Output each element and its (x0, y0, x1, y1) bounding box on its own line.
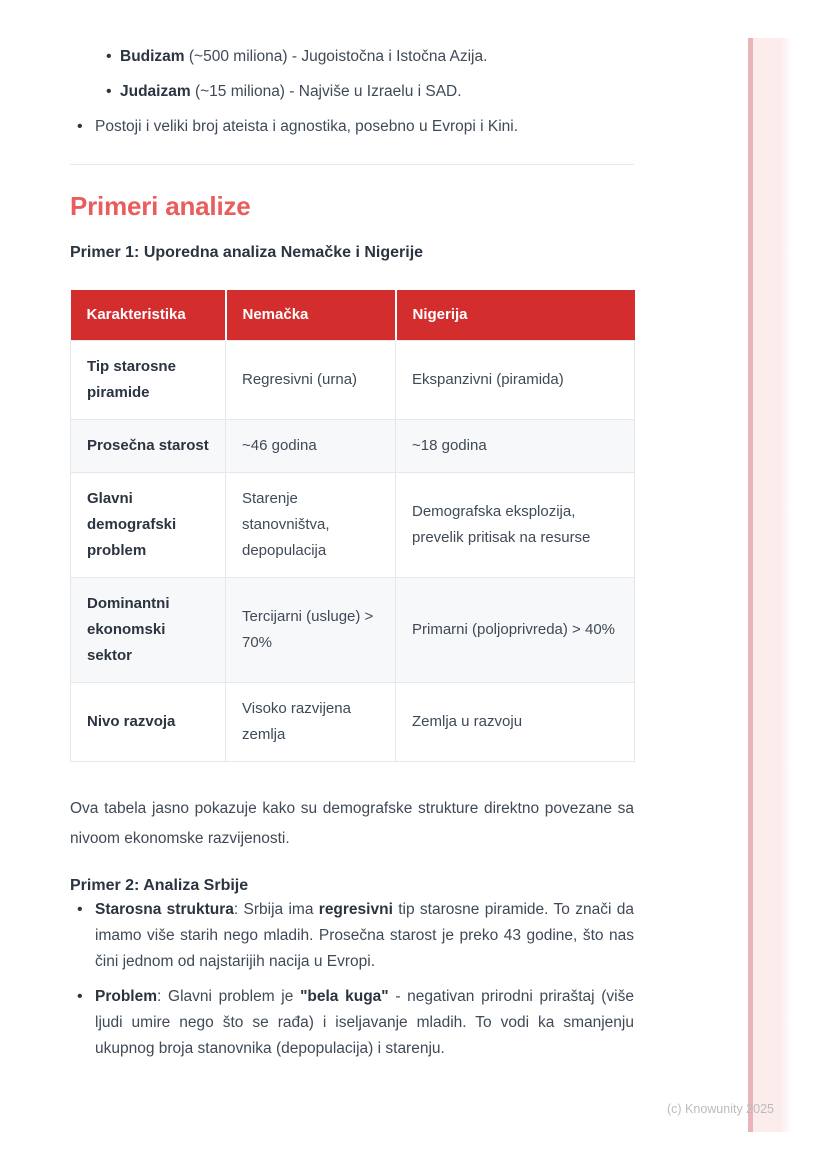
table-row (71, 683, 635, 762)
table-cell: ~46 godina (226, 420, 396, 473)
table-row (71, 420, 635, 473)
document-content (70, 0, 634, 1071)
bullet-item: • Problem: Glavni problem je "bela kuga" - negativan prirodni priraštaj (više ljudi umire nego što se rađa) i iseljavanje mladih. To vodi ka smanjenju ukupnog broja stanovnika (depopulacija) i starenju. (70, 984, 634, 1062)
table-cell: Starenje stanovništva, depopulacija (226, 473, 396, 578)
table-cell: Zemlja u razvoju (396, 683, 635, 762)
example1-title: Primer 1: Uporedna analiza Nemačke i Nigerije (70, 244, 424, 261)
table-header-cell: Nigerija (396, 290, 635, 341)
bullet-item: • Judaizam (~15 miliona) - Najviše u Izraelu i SAD. (70, 79, 634, 105)
row-label-cell: Nivo razvoja (71, 683, 226, 762)
table-cell: Ekspanzivni (piramida) (396, 341, 635, 420)
after-table-paragraph: Ova tabela jasno pokazuje kako su demografske strukture direktno povezane sa nivoom ekonomske razvijenosti. (70, 800, 634, 847)
row-label-cell: Prosečna starost (71, 420, 226, 473)
table-header-row (71, 290, 635, 341)
section-divider (70, 164, 634, 165)
table-body (71, 341, 635, 762)
table-row (71, 341, 635, 420)
bullet-item: • Budizam (~500 miliona) - Jugoistočna i Istočna Azija. (70, 44, 634, 70)
intro-nested-bullet-list (70, 44, 634, 105)
margin-accent-fill (753, 38, 792, 1132)
table-row (71, 578, 635, 683)
example2-bullet-list (70, 897, 634, 1062)
table-head (71, 290, 635, 341)
row-label-cell: Dominantni ekonomski sektor (71, 578, 226, 683)
table-header-cell: Karakteristika (71, 290, 226, 341)
section-heading: Primeri analize (70, 191, 251, 221)
row-label-cell: Tip starosne piramide (71, 341, 226, 420)
table-header-cell: Nemačka (226, 290, 396, 341)
table-cell: ~18 godina (396, 420, 635, 473)
copyright-notice: (c) Knowunity 2025 (666, 1102, 774, 1116)
bullet-item: • Postoji i veliki broj ateista i agnostika, posebno u Evropi i Kini. (70, 114, 634, 140)
intro-top-bullet-list (70, 114, 634, 140)
bullet-item: • Starosna struktura: Srbija ima regresivni tip starosne piramide. To znači da imamo više starih nego mladih. Prosečna starost je preko 43 godine, što nas čini jednom od najstarijih nacija u Evropi. (70, 897, 634, 975)
row-label-cell: Glavni demografski problem (71, 473, 226, 578)
example2-title: Primer 2: Analiza Srbije (70, 877, 249, 894)
table-cell: Primarni (poljoprivreda) > 40% (396, 578, 635, 683)
table-cell: Visoko razvijena zemlja (226, 683, 396, 762)
table-cell: Demografska eksplozija, prevelik pritisak na resurse (396, 473, 635, 578)
table-row (71, 473, 635, 578)
table-cell: Tercijarni (usluge) > 70% (226, 578, 396, 683)
table-cell: Regresivni (urna) (226, 341, 396, 420)
comparison-table (70, 290, 635, 762)
